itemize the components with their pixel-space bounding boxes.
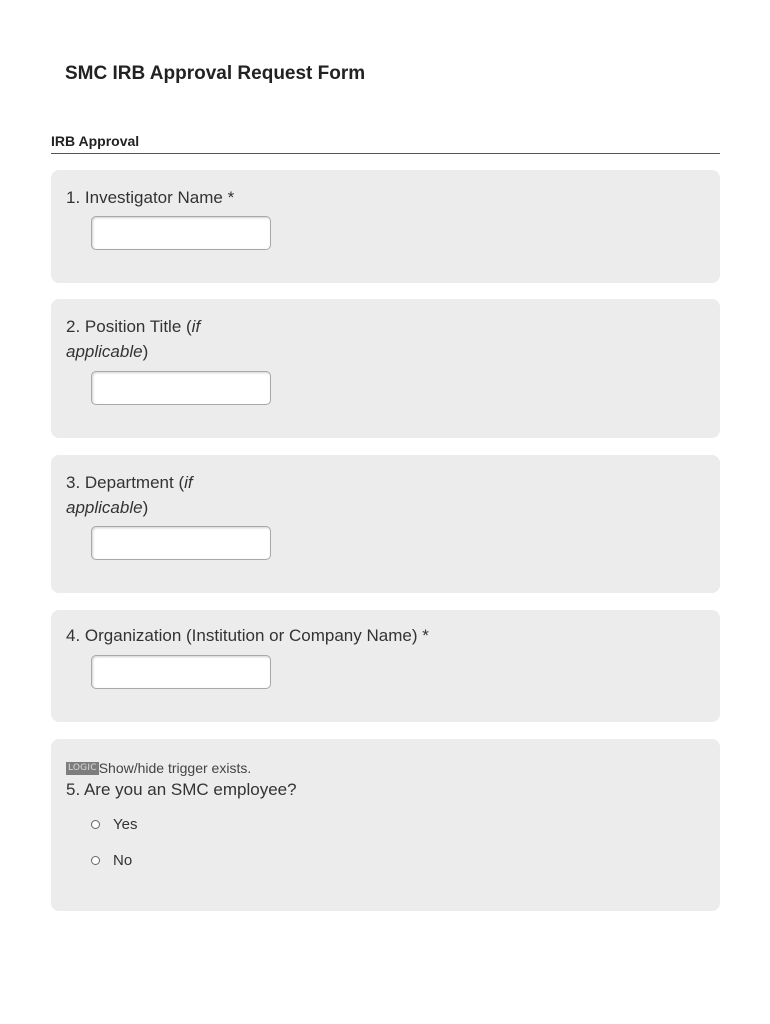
logic-indicator xyxy=(66,759,251,777)
radio-circle-icon[interactable] xyxy=(91,820,100,829)
position-title-input[interactable] xyxy=(91,371,271,405)
question-card-position-title xyxy=(51,299,720,438)
investigator-name-input[interactable] xyxy=(91,216,271,250)
question-card-organization xyxy=(51,610,720,722)
question-label-italic: if xyxy=(191,317,201,336)
organization-input[interactable] xyxy=(91,655,271,689)
question-label-text: ) xyxy=(142,498,149,517)
question-label-italic: applicable xyxy=(66,342,143,361)
radio-option-no[interactable] xyxy=(91,851,132,869)
question-label xyxy=(66,314,200,364)
radio-circle-icon[interactable] xyxy=(91,856,100,865)
question-label-text: 2. Position Title ( xyxy=(66,317,192,336)
question-label-text: 3. Department ( xyxy=(66,473,185,492)
form-title: SMC IRB Approval Request Form xyxy=(65,63,366,84)
logic-badge: LOGIC xyxy=(68,762,97,773)
logic-text: Show/hide trigger exists. xyxy=(98,760,252,776)
radio-option-yes[interactable] xyxy=(91,815,137,833)
question-label-italic: if xyxy=(184,473,193,492)
question-card-smc-employee xyxy=(51,739,720,911)
question-card-department xyxy=(51,455,720,593)
question-label: 1. Investigator Name * xyxy=(66,188,235,207)
question-label xyxy=(66,470,193,520)
question-card-investigator-name xyxy=(51,170,720,283)
department-input[interactable] xyxy=(91,526,271,560)
question-label: 4. Organization (Institution or Company Name) * xyxy=(66,626,429,645)
section-header xyxy=(51,133,720,154)
section-header-label: IRB Approval xyxy=(51,133,140,149)
question-label-italic: applicable xyxy=(66,498,143,517)
radio-label: Yes xyxy=(113,815,138,833)
question-label: 5. Are you an SMC employee? xyxy=(66,780,297,799)
question-label-text: ) xyxy=(142,342,149,361)
radio-label: No xyxy=(113,851,133,869)
